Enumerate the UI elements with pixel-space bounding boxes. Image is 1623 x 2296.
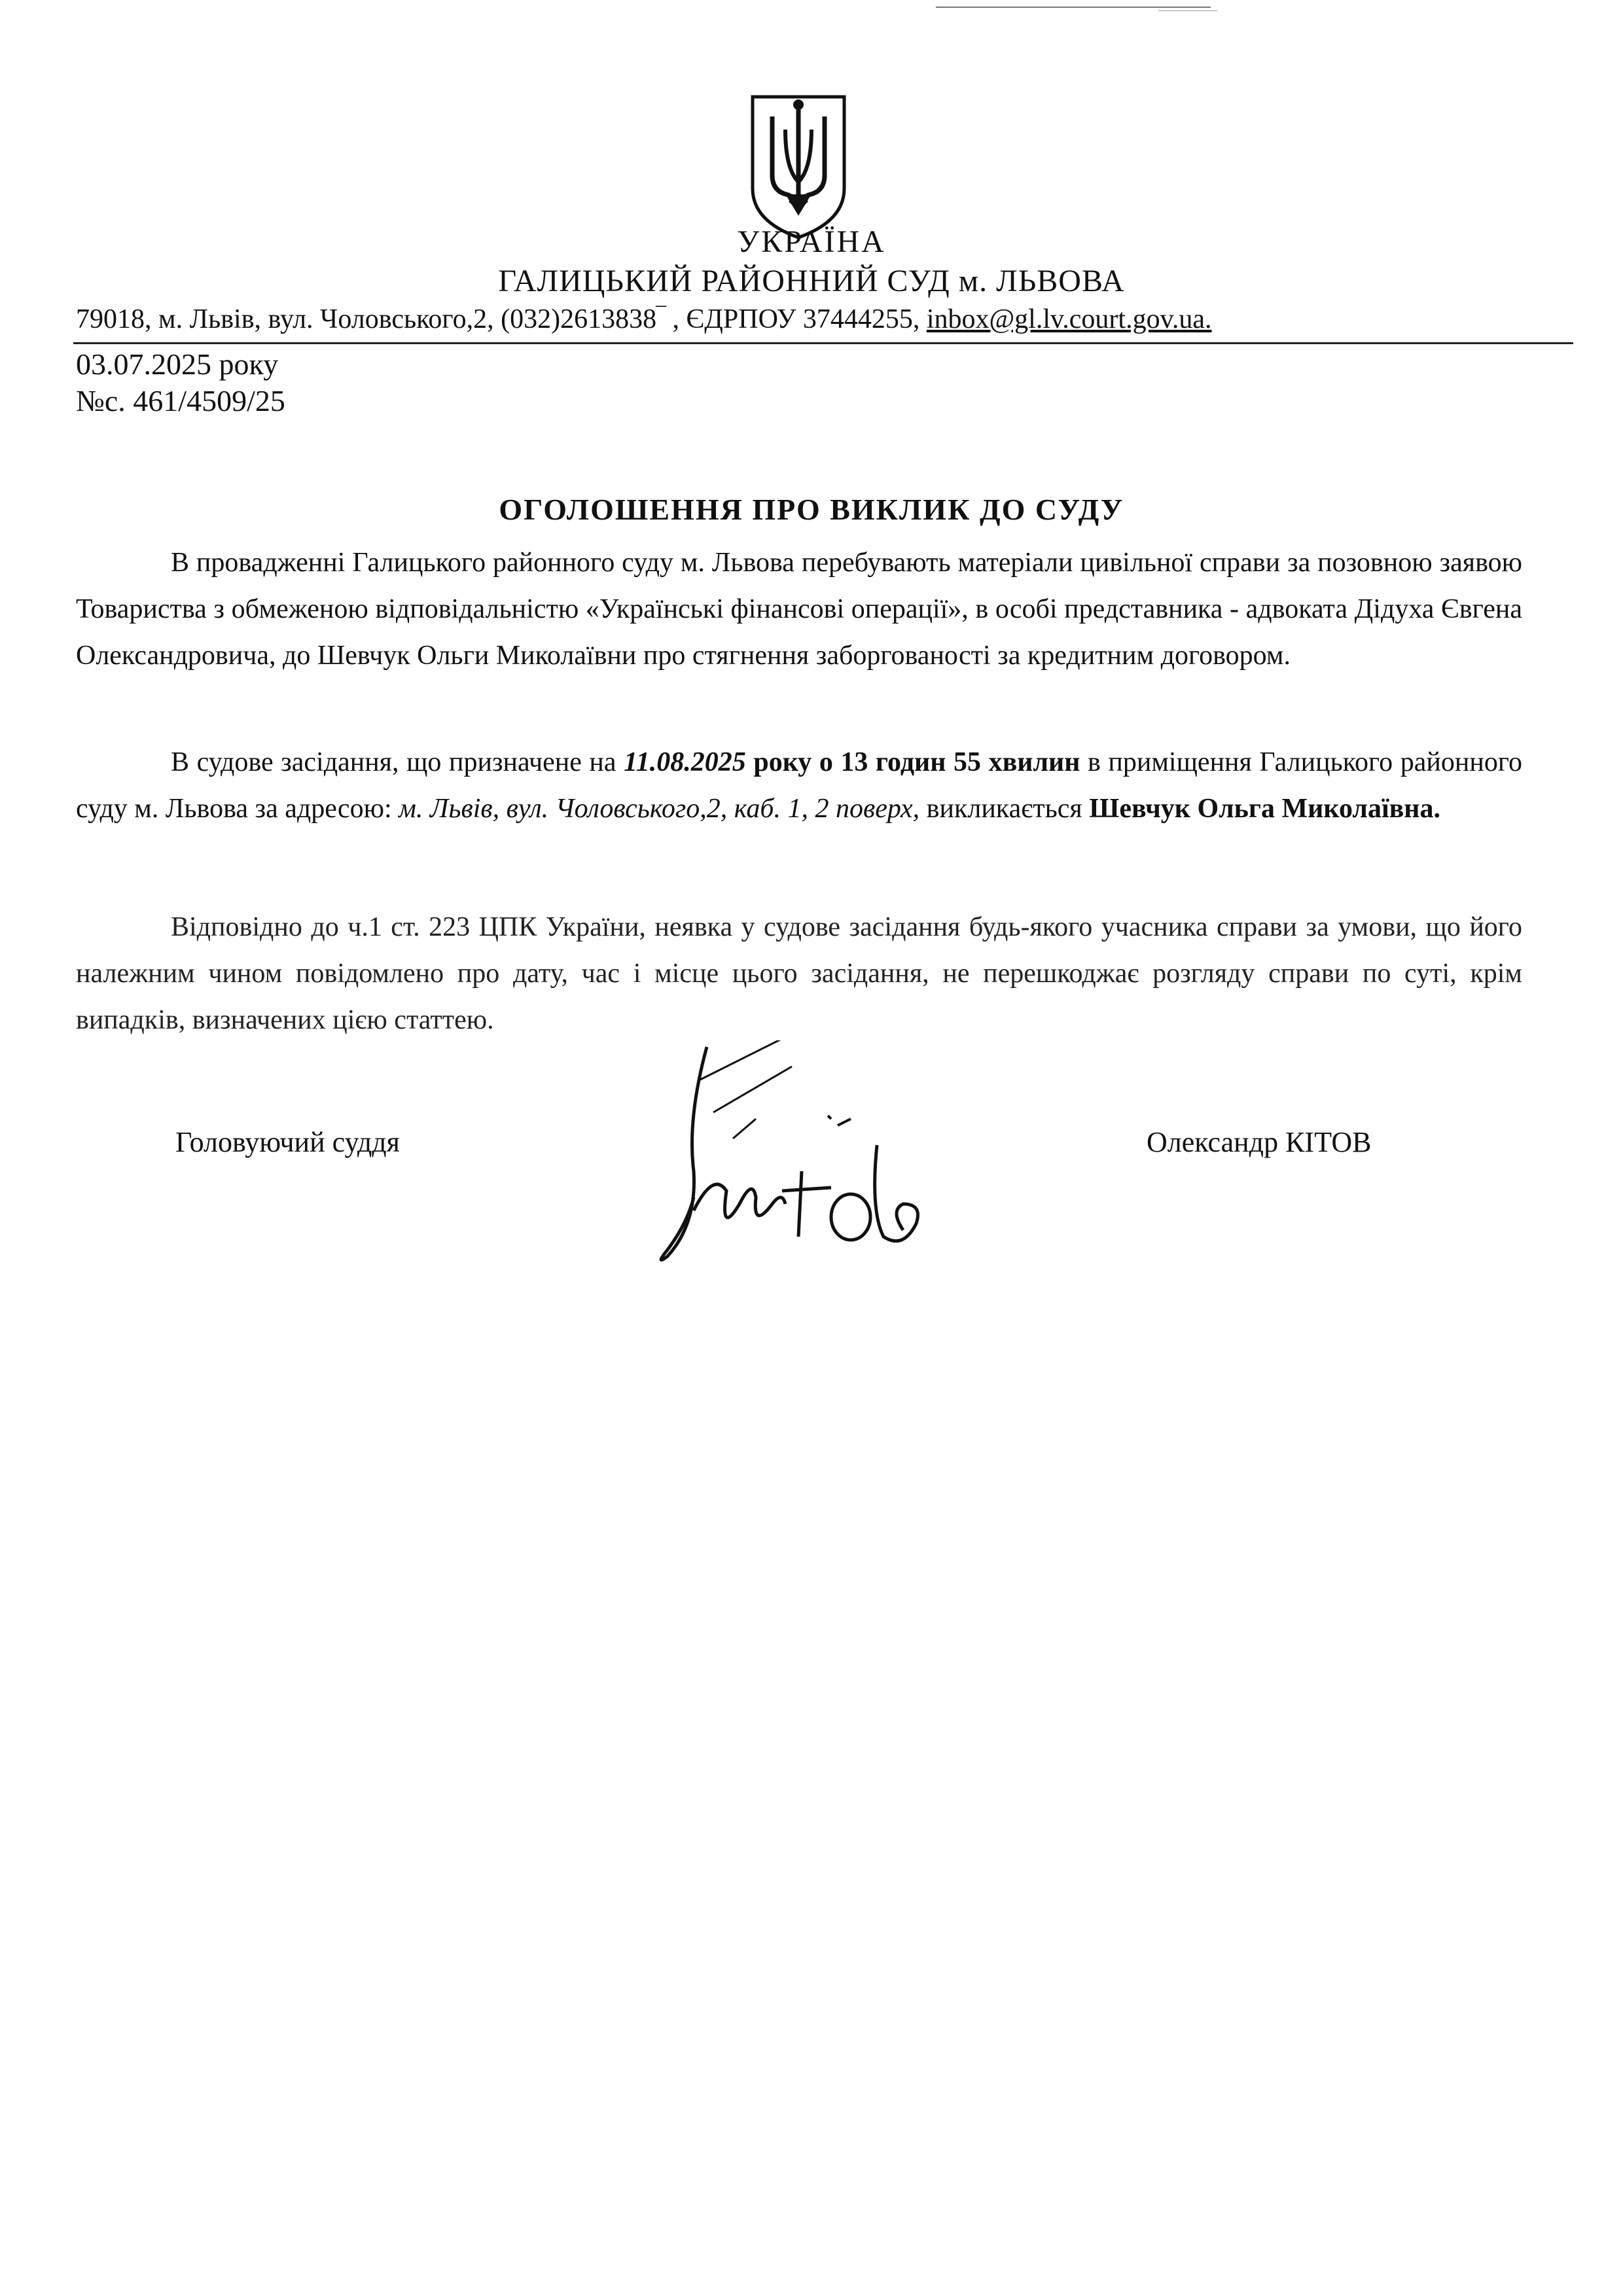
hearing-date: 11.08.2025 (624, 747, 746, 777)
paragraph-hearing (76, 739, 1522, 832)
address-text: 79018, м. Львів, вул. Чоловського,2, (032)2613838‾ , ЄДРПОУ 37444255, (76, 304, 927, 334)
hearing-address: м. Львів, вул. Чоловського,2, каб. 1, 2 поверх, (399, 794, 920, 824)
judge-name: Олександр КІТОВ (1147, 1126, 1372, 1158)
hearing-time: року о 13 годин 55 хвилин (745, 747, 1080, 777)
judge-signature (641, 1040, 982, 1269)
header-divider (73, 342, 1573, 344)
case-number: №с. 461/4509/25 (76, 384, 285, 417)
court-name: ГАЛИЦЬКИЙ РАЙОННИЙ СУД м. ЛЬВОВА (498, 264, 1125, 298)
hearing-mid: в приміщення Галицького районного суду м. Львова за адресою: (76, 747, 1522, 824)
document-title: ОГОЛОШЕННЯ ПРО ВИКЛИК ДО СУДУ (499, 493, 1124, 526)
hearing-lead: В судове засідання, що призначене на (171, 747, 624, 777)
paragraph-proceedings: В провадженні Галицького районного суду м. Львова перебувають матеріали цивільної справи за позовною заявою Товариства з обмеженою відповідальністю «Українські фінансові операції», в особі представника - адвоката Дідуха Євгена Олександровича, до Шевчук Ольги Миколаївни про стягнення заборгованості за кредитним договором. (76, 548, 1522, 671)
hearing-tail: викликається (919, 794, 1090, 824)
court-address (76, 304, 1516, 335)
coat-of-arms-icon (740, 77, 857, 241)
scan-artifact-line (1158, 10, 1217, 11)
document-date: 03.07.2025 року (76, 347, 279, 381)
summoned-person: Шевчук Ольга Миколаївна. (1089, 794, 1441, 824)
scan-artifact-line (936, 7, 1211, 8)
paragraph-legal-note: Відповідно до ч.1 ст. 223 ЦПК України, неявка у судове засідання будь-якого учасника справи за умови, що його належним чином повідомлено про дату, час і місце цього засідання, не перешкоджає розгляду справи по суті, крім випадків, визначених цією статтею. (76, 912, 1522, 1035)
judge-title: Головуючий суддя (175, 1126, 400, 1158)
country-name: УКРАЇНА (737, 224, 886, 259)
court-email: inbox@gl.lv.court.gov.ua. (926, 304, 1212, 334)
